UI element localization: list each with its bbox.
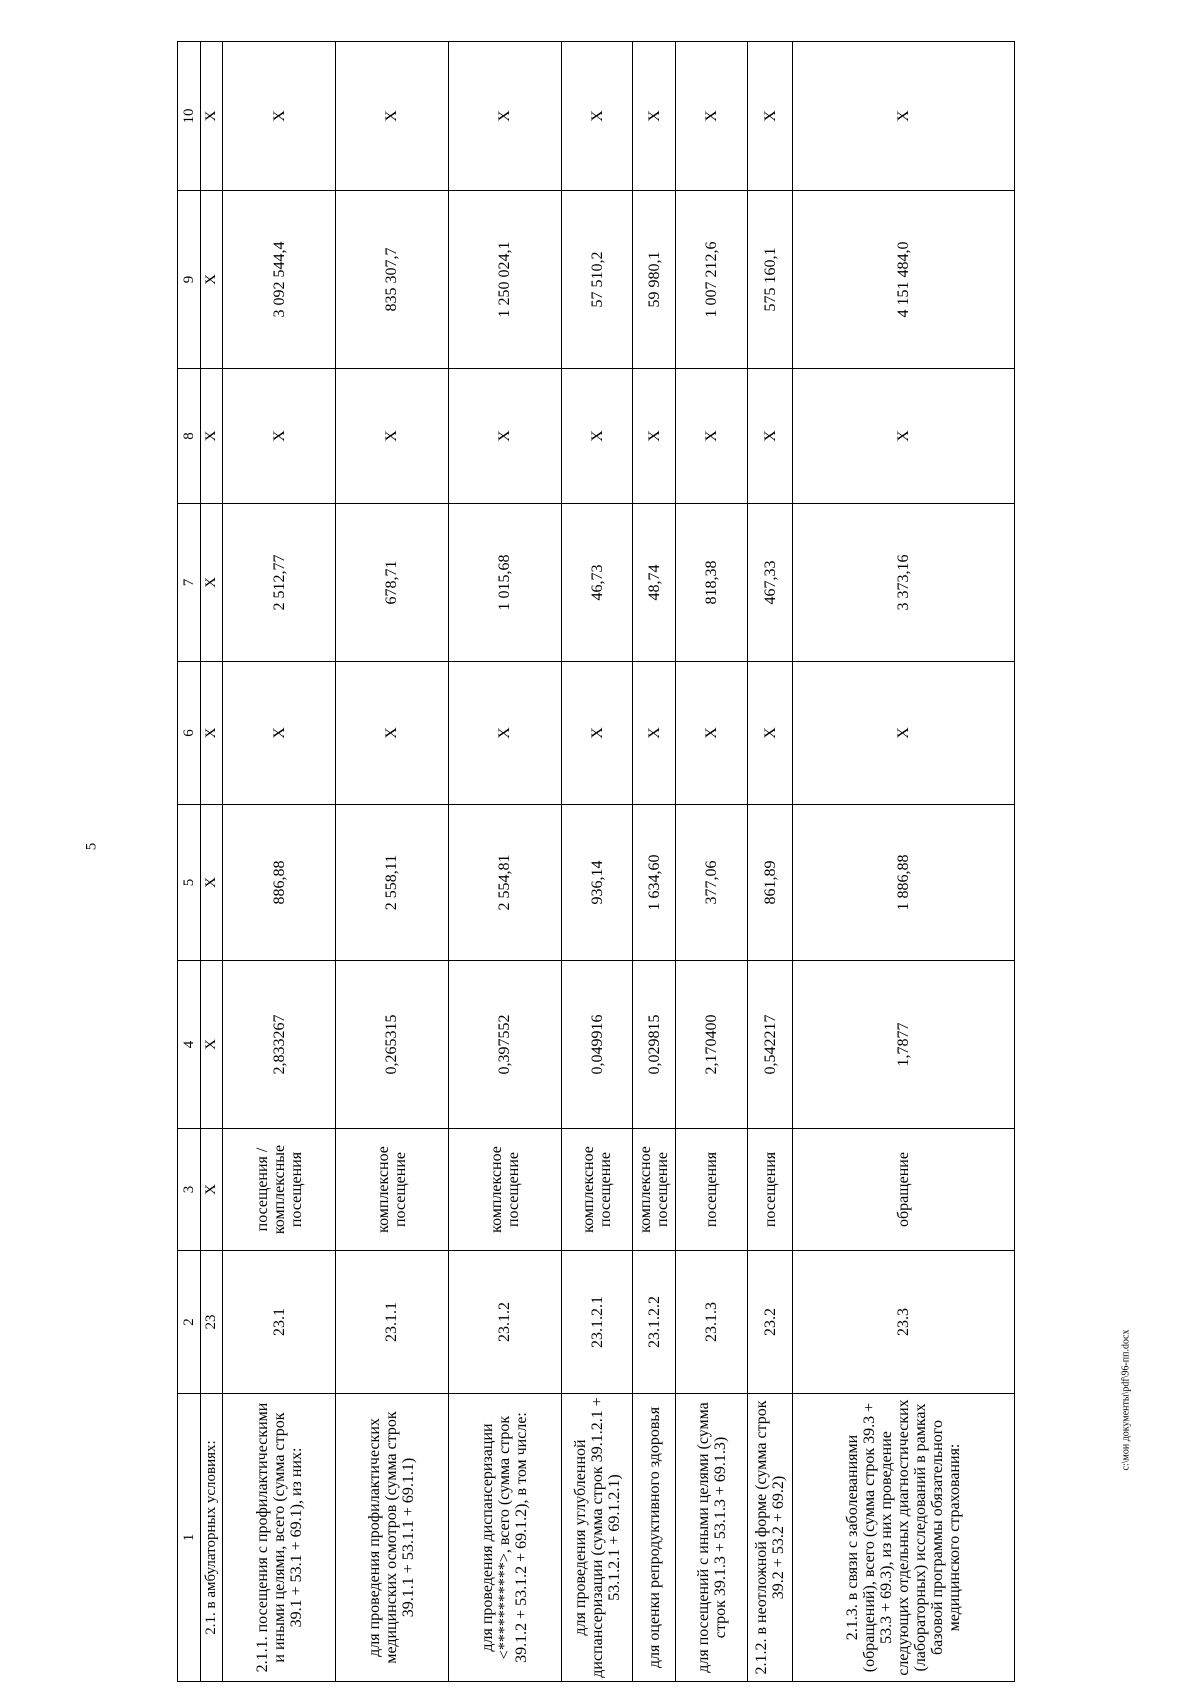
value-cell: 2 554,81 [448, 805, 561, 961]
table-row [676, 42, 748, 1682]
value-cell: X [335, 42, 448, 191]
unit-cell: посещения [748, 1129, 793, 1251]
value-cell: X [561, 662, 633, 805]
value-cell: 575 160,1 [748, 191, 793, 369]
section-x-cell: X [200, 805, 223, 961]
section-x-cell: X [200, 1129, 223, 1251]
value-cell: 835 307,7 [335, 191, 448, 369]
section-x-cell: X [200, 662, 223, 805]
row-number-cell: 23.1.2.1 [561, 1251, 633, 1394]
row-description-cell: для проведения профилактических медицинских осмотров (сумма строк 39.1.1 + 53.1.1 + 69.1.1) [335, 1394, 448, 1682]
section-x-cell: X [200, 42, 223, 191]
row-description-cell: 2.1.3. в связи с заболеваниями (обращений), всего (сумма строк 39.3 + 53.3 + 69.3), из них проведение следующих отдельных диагностических (лабораторных) исследований в рамках базовой программы обязательного медицинского страхования: [793, 1394, 1015, 1682]
value-cell: X [633, 662, 676, 805]
section-title-cell: 2.1. в амбулаторных условиях: [200, 1394, 223, 1682]
row-description-cell: для проведения углубленной диспансеризации (сумма строк 39.1.2.1 + 53.1.2.1 + 69.1.2.1) [561, 1394, 633, 1682]
rotated-table-container [177, 42, 1015, 1682]
value-cell: 0,542217 [748, 961, 793, 1129]
section-x-cell: X [200, 961, 223, 1129]
value-cell: 861,89 [748, 805, 793, 961]
column-number-cell: 9 [178, 191, 201, 369]
value-cell: X [335, 662, 448, 805]
column-number-cell: 3 [178, 1129, 201, 1251]
value-cell: 3 092 544,4 [223, 191, 336, 369]
value-cell: 46,73 [561, 504, 633, 662]
column-number-cell: 7 [178, 504, 201, 662]
value-cell: X [448, 369, 561, 504]
row-description-cell: 2.1.2. в неотложной форме (сумма строк 39.2 + 53.2 + 69.2) [748, 1394, 793, 1682]
row-number-cell: 23.2 [748, 1251, 793, 1394]
column-number-cell: 1 [178, 1394, 201, 1682]
row-number-cell: 23.3 [793, 1251, 1015, 1394]
section-row-number-cell: 23 [200, 1251, 223, 1394]
row-number-cell: 23.1.3 [676, 1251, 748, 1394]
section-x-cell: X [200, 504, 223, 662]
value-cell: X [561, 369, 633, 504]
value-cell: 936,14 [561, 805, 633, 961]
value-cell: 2 558,11 [335, 805, 448, 961]
value-cell: X [793, 369, 1015, 504]
value-cell: X [793, 42, 1015, 191]
unit-cell: обращение [793, 1129, 1015, 1251]
value-cell: X [748, 42, 793, 191]
value-cell: 0,029815 [633, 961, 676, 1129]
row-number-cell: 23.1.1 [335, 1251, 448, 1394]
value-cell: X [748, 369, 793, 504]
value-cell: 1 015,68 [448, 504, 561, 662]
row-number-cell: 23.1.2.2 [633, 1251, 676, 1394]
row-number-cell: 23.1.2 [448, 1251, 561, 1394]
table-row [223, 42, 336, 1682]
value-cell: X [223, 42, 336, 191]
value-cell: 4 151 484,0 [793, 191, 1015, 369]
value-cell: 0,049916 [561, 961, 633, 1129]
table-row [748, 42, 793, 1682]
column-number-row [178, 42, 201, 1682]
value-cell: 57 510,2 [561, 191, 633, 369]
value-cell: 0,397552 [448, 961, 561, 1129]
row-description-cell: для оценки репродуктивного здоровья [633, 1394, 676, 1682]
unit-cell: комплексное посещение [448, 1129, 561, 1251]
value-cell: X [676, 42, 748, 191]
tariff-table [177, 41, 1015, 1682]
column-number-cell: 4 [178, 961, 201, 1129]
row-number-cell: 23.1 [223, 1251, 336, 1394]
value-cell: X [561, 42, 633, 191]
value-cell: 1 007 212,6 [676, 191, 748, 369]
row-description-cell: для проведения диспансеризации <***********>, всего (сумма строк 39.1.2 + 53.1.2 + 69.1.2), в том числе: [448, 1394, 561, 1682]
value-cell: 1,7877 [793, 961, 1015, 1129]
value-cell: 1 634,60 [633, 805, 676, 961]
section-x-cell: X [200, 369, 223, 504]
value-cell: X [676, 369, 748, 504]
column-number-cell: 6 [178, 662, 201, 805]
value-cell: 1 886,88 [793, 805, 1015, 961]
unit-cell: комплексное посещение [561, 1129, 633, 1251]
column-number-cell: 2 [178, 1251, 201, 1394]
unit-cell: комплексное посещение [335, 1129, 448, 1251]
column-number-cell: 5 [178, 805, 201, 961]
table-row [335, 42, 448, 1682]
table-row [448, 42, 561, 1682]
table-row [561, 42, 633, 1682]
value-cell: 2,833267 [223, 961, 336, 1129]
section-x-cell: X [200, 191, 223, 369]
value-cell: 467,33 [748, 504, 793, 662]
section-header-row [200, 42, 223, 1682]
value-cell: 0,265315 [335, 961, 448, 1129]
value-cell: 886,88 [223, 805, 336, 961]
value-cell: X [676, 662, 748, 805]
unit-cell: посещения [676, 1129, 748, 1251]
value-cell: X [793, 662, 1015, 805]
row-description-cell: для посещений с иными целями (сумма строк 39.1.3 + 53.1.3 + 69.1.3) [676, 1394, 748, 1682]
page-number: 5 [83, 842, 100, 851]
value-cell: X [223, 662, 336, 805]
column-number-cell: 10 [178, 42, 201, 191]
value-cell: 2,170400 [676, 961, 748, 1129]
value-cell: 3 373,16 [793, 504, 1015, 662]
row-description-cell: 2.1.1. посещения с профилактическими и иными целями, всего (сумма строк 39.1 + 53.1 + 69.1), из них: [223, 1394, 336, 1682]
value-cell: 377,06 [676, 805, 748, 961]
value-cell: 2 512,77 [223, 504, 336, 662]
value-cell: X [448, 662, 561, 805]
unit-cell: посещения /комплексные посещения [223, 1129, 336, 1251]
value-cell: X [748, 662, 793, 805]
value-cell: X [633, 42, 676, 191]
value-cell: 678,71 [335, 504, 448, 662]
table-row [633, 42, 676, 1682]
footer-file-path: c:\мои документы\pdf\96-пп.docx [1120, 1329, 1132, 1471]
value-cell: 59 980,1 [633, 191, 676, 369]
column-number-cell: 8 [178, 369, 201, 504]
value-cell: 48,74 [633, 504, 676, 662]
value-cell: X [223, 369, 336, 504]
value-cell: X [335, 369, 448, 504]
value-cell: 1 250 024,1 [448, 191, 561, 369]
value-cell: 818,38 [676, 504, 748, 662]
unit-cell: комплексное посещение [633, 1129, 676, 1251]
table-row [793, 42, 1015, 1682]
value-cell: X [633, 369, 676, 504]
value-cell: X [448, 42, 561, 191]
